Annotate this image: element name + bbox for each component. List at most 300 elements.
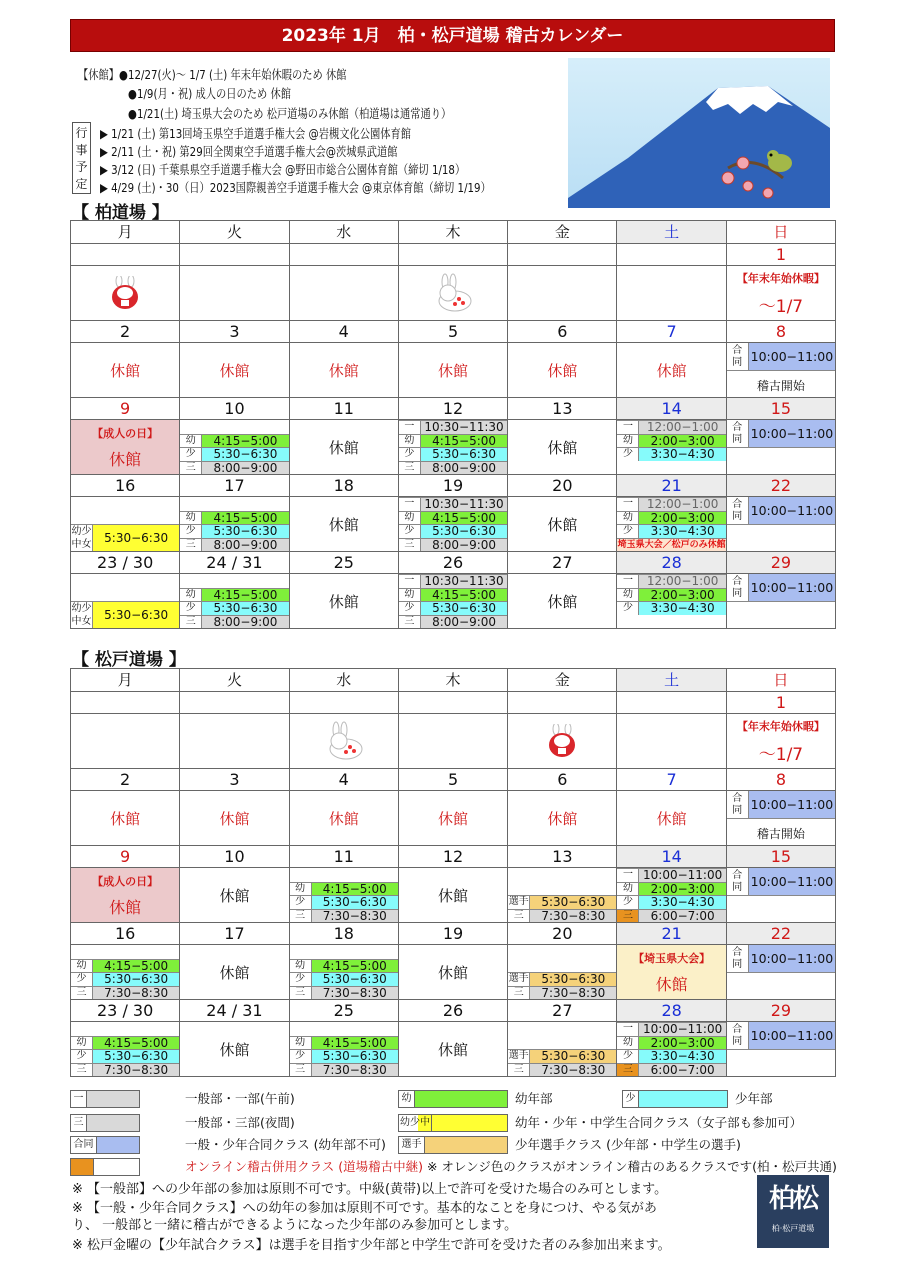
class-tag: 三 (290, 987, 312, 1000)
class-time: 4:15−5:00 (93, 1037, 179, 1050)
class-slot (180, 538, 288, 552)
date-cell (617, 244, 726, 266)
class-slot (71, 1063, 179, 1077)
class-tag: 少 (290, 1050, 312, 1063)
day-cell (617, 266, 726, 321)
day-cell (289, 945, 398, 1000)
holiday-label: 【成人の日】 (92, 426, 159, 440)
legend-label: 一般部・一部(午前) (185, 1091, 295, 1106)
class-slot (399, 574, 507, 588)
class-time: 8:00−9:00 (421, 616, 507, 629)
class-time: 7:30−8:30 (93, 1064, 179, 1077)
date-cell: 11 (289, 846, 398, 868)
day-cell (508, 868, 617, 923)
class-time: 5:30−6:30 (93, 525, 179, 551)
closed-label: 休館 (547, 438, 578, 457)
day-cell (71, 791, 180, 846)
date-cell: 7 (617, 321, 726, 343)
day-cell (398, 343, 507, 398)
date-cell: 4 (289, 321, 398, 343)
date-cell (289, 244, 398, 266)
class-time: 10:00−11:00 (749, 343, 835, 370)
class-time: 8:00−9:00 (202, 616, 288, 629)
class-tag: 幼 (290, 883, 312, 896)
class-time: 5:30−6:30 (202, 602, 288, 615)
weekday-header: 金 (508, 221, 617, 244)
class-tag: 少 (617, 448, 639, 461)
class-time: 5:30−6:30 (421, 602, 507, 615)
class-time: 6:00−7:00 (639, 910, 725, 923)
date-cell: 29 (726, 1000, 835, 1022)
date-cell: 17 (180, 475, 289, 497)
class-slot (617, 1022, 725, 1036)
class-slot (71, 972, 179, 986)
class-time: 7:30−8:30 (312, 910, 398, 923)
day-cell (617, 1022, 726, 1077)
class-slot (399, 615, 507, 629)
class-time: 7:30−8:30 (530, 987, 616, 1000)
closed-label: 休館 (438, 886, 469, 905)
class-slot (727, 1022, 835, 1050)
closed-label: 休館 (547, 809, 578, 828)
class-slot (180, 588, 288, 602)
day-cell (617, 791, 726, 846)
day-cell (508, 945, 617, 1000)
class-tag: 一 (399, 421, 421, 434)
class-tag: 三 (180, 462, 202, 475)
day-cell (398, 945, 507, 1000)
date-cell: 10 (180, 846, 289, 868)
class-tag: 幼 (399, 435, 421, 448)
class-slot (180, 447, 288, 461)
class-tag: 幼 (617, 589, 639, 602)
legend-tag: 一 (71, 1091, 87, 1107)
date-cell: 21 (617, 475, 726, 497)
class-tag: 幼 (399, 512, 421, 525)
weekday-header: 水 (289, 669, 398, 692)
class-time: 4:15−5:00 (202, 512, 288, 525)
day-cell (180, 343, 289, 398)
class-slot (727, 791, 835, 819)
class-time: 5:30−6:30 (530, 1050, 616, 1063)
class-time: 10:00−11:00 (639, 869, 725, 882)
class-time: 7:30−8:30 (530, 1064, 616, 1077)
date-cell: 20 (508, 475, 617, 497)
day-cell (398, 266, 507, 321)
day-cell (398, 497, 507, 552)
date-cell (180, 244, 289, 266)
class-slot (508, 1063, 616, 1077)
class-time: 12:00−1:00 (639, 575, 725, 588)
class-tag: 三 (290, 910, 312, 923)
legend-tag: 幼少中 (399, 1115, 432, 1131)
legend-swatch (398, 1114, 508, 1132)
day-cell (398, 420, 507, 475)
day-cell (617, 868, 726, 923)
date-cell: 24 / 31 (180, 1000, 289, 1022)
class-time: 2:00−3:00 (639, 1037, 725, 1050)
weekday-header: 月 (71, 221, 180, 244)
class-tag: 少 (180, 602, 202, 615)
class-tag: 三 (71, 987, 93, 1000)
class-time: 5:30−6:30 (202, 525, 288, 538)
weekday-header: 土 (617, 221, 726, 244)
class-slot (71, 524, 179, 551)
day-cell (71, 714, 180, 769)
day-cell (508, 791, 617, 846)
class-time: 5:30−6:30 (312, 896, 398, 909)
class-time: 3:30−4:30 (639, 896, 725, 909)
class-slot (617, 1063, 725, 1077)
event-item: ▶ 2/11 (土・祝) 第29回全関東空手道選手権大会@茨城県武道館 (100, 144, 398, 159)
legend-online-label: オンライン稽古併用クラス (道場稽古中継) (185, 1159, 423, 1174)
day-cell (508, 497, 617, 552)
legend-tag: 少 (623, 1091, 639, 1107)
class-tag: 少 (71, 1050, 93, 1063)
date-cell: 12 (398, 846, 507, 868)
class-slot (290, 909, 398, 923)
day-cell (726, 420, 835, 475)
day-cell (71, 420, 180, 475)
date-cell: 20 (508, 923, 617, 945)
class-slot (290, 972, 398, 986)
date-cell (398, 244, 507, 266)
class-slot (617, 574, 725, 588)
class-tag: 三 (180, 616, 202, 629)
note: り、 一般部と一緒に稽古ができるようになった少年部のみ参加可とします。 (72, 1218, 518, 1233)
date-cell (617, 692, 726, 714)
closed-label: 休館 (219, 361, 250, 380)
class-slot (617, 1036, 725, 1050)
closed-label: 休館 (547, 515, 578, 534)
event-item: ▶ 3/12 (日) 千葉県県空手道選手権大会 @野田市総合公園体育館（締切 1/18） (100, 162, 466, 177)
class-time: 8:00−9:00 (421, 539, 507, 552)
class-slot (727, 945, 835, 973)
closed-label: 休館 (547, 592, 578, 611)
class-slot (617, 588, 725, 602)
date-cell (508, 244, 617, 266)
date-cell: 15 (726, 846, 835, 868)
date-cell: 25 (289, 552, 398, 574)
class-slot (290, 1036, 398, 1050)
class-tag: 選手 (508, 896, 529, 907)
day-cell (398, 868, 507, 923)
class-slot (617, 497, 725, 511)
legend-swatch (70, 1114, 140, 1132)
legend-tag: 幼 (399, 1091, 415, 1107)
date-cell: 22 (726, 475, 835, 497)
date-cell: 16 (71, 923, 180, 945)
class-time: 10:00−11:00 (749, 945, 835, 972)
class-slot (508, 909, 616, 923)
day-cell (180, 266, 289, 321)
events-label: 行事予定 (72, 122, 91, 194)
class-time: 10:00−11:00 (749, 868, 835, 895)
class-tag: 幼 (617, 883, 639, 896)
class-slot (71, 1036, 179, 1050)
class-tag: 幼 (71, 1037, 93, 1050)
class-slot (617, 909, 725, 923)
closed-label: 休館 (328, 592, 359, 611)
class-tag: 少 (290, 896, 312, 909)
day-cell (398, 574, 507, 629)
day-cell (726, 343, 835, 398)
day-cell (180, 714, 289, 769)
class-tag: 一 (617, 421, 639, 434)
date-cell: 23 / 30 (71, 1000, 180, 1022)
class-slot (617, 868, 725, 882)
day-cell (726, 574, 835, 629)
dojo-logo (757, 1175, 829, 1248)
note: ※ 【一般・少年合同クラス】への幼年の参加は原則不可です。基本的なことを身につけ、やる気があ (72, 1201, 657, 1216)
class-slot (399, 434, 507, 448)
class-time: 4:15−5:00 (312, 883, 398, 896)
class-slot (617, 524, 725, 538)
class-time: 10:00−11:00 (749, 420, 835, 447)
class-tag: 合同 (727, 343, 749, 370)
day-cell (726, 868, 835, 923)
class-slot (399, 538, 507, 552)
class-time: 3:30−4:30 (639, 525, 725, 538)
date-cell: 1 (726, 692, 835, 714)
daruma-icon (110, 276, 140, 310)
class-slot (399, 447, 507, 461)
date-cell: 1 (726, 244, 835, 266)
kashiwa-section-title: 【 柏道場 】 (72, 203, 169, 223)
event-item: ▶ 4/29 (土)・30（日）2023国際親善空手道選手権大会 @東京体育館（締切 1/19） (100, 180, 491, 195)
closed-label: 休館 (219, 886, 250, 905)
day-cell (180, 574, 289, 629)
class-slot (71, 959, 179, 973)
class-slot (727, 420, 835, 448)
day-cell (71, 868, 180, 923)
class-time: 4:15−5:00 (312, 1037, 398, 1050)
class-time: 3:30−4:30 (639, 448, 725, 461)
class-slot (290, 1063, 398, 1077)
day-cell (617, 714, 726, 769)
class-tag: 合同 (727, 868, 749, 895)
weekday-header: 木 (398, 669, 507, 692)
rabbit-icon (433, 273, 473, 313)
class-time: 5:30−6:30 (530, 896, 616, 909)
date-cell: 10 (180, 398, 289, 420)
class-tag: 三 (399, 462, 421, 475)
class-time: 8:00−9:00 (202, 462, 288, 475)
closed-notice: ●1/21(土) 埼玉県大会のため 松戸道場のみ休館（柏道場は通常通り） (128, 106, 452, 121)
date-cell: 2 (71, 769, 180, 791)
class-slot (617, 601, 725, 615)
day-cell (617, 497, 726, 552)
class-tag: 三 (508, 1064, 530, 1077)
class-slot (617, 511, 725, 525)
day-cell (180, 868, 289, 923)
class-time: 5:30−6:30 (93, 602, 179, 628)
day-cell (180, 1022, 289, 1077)
day-cell (289, 714, 398, 769)
class-slot (399, 588, 507, 602)
class-note: 埼玉県大会／松戸のみ休館 (617, 539, 726, 550)
class-note: 稽古開始 (756, 827, 805, 841)
weekday-header: 火 (180, 669, 289, 692)
class-tag: 三 (71, 1064, 93, 1077)
closed-label: 休館 (110, 809, 141, 828)
class-tag: 幼 (71, 960, 93, 973)
date-cell: 6 (508, 769, 617, 791)
holiday-label: 【成人の日】 (92, 874, 159, 888)
class-time: 12:00−1:00 (639, 421, 725, 434)
legend-swatch-online (70, 1158, 140, 1176)
class-time: 7:30−8:30 (312, 1064, 398, 1077)
date-cell: 8 (726, 321, 835, 343)
date-cell: 27 (508, 552, 617, 574)
class-slot (617, 1049, 725, 1063)
date-cell: 3 (180, 769, 289, 791)
class-time: 8:00−9:00 (421, 462, 507, 475)
day-cell (508, 574, 617, 629)
class-time: 3:30−4:30 (639, 1050, 725, 1063)
day-cell (508, 1022, 617, 1077)
day-cell (71, 574, 180, 629)
day-cell (726, 497, 835, 552)
class-slot (727, 574, 835, 602)
date-cell (71, 244, 180, 266)
day-cell (508, 420, 617, 475)
class-tag: 少 (180, 525, 202, 538)
day-cell (398, 791, 507, 846)
day-cell (180, 420, 289, 475)
class-tag: 幼少中女 (71, 603, 92, 627)
closed-label: 休館 (656, 809, 687, 828)
legend-label: 幼年部 (515, 1091, 553, 1106)
closed-label: 休館 (219, 963, 250, 982)
closed-label: 休館 (328, 515, 359, 534)
day-cell (617, 420, 726, 475)
class-tag: 幼 (180, 512, 202, 525)
weekday-header: 水 (289, 221, 398, 244)
class-slot (71, 601, 179, 628)
class-time: 2:00−3:00 (639, 589, 725, 602)
class-slot (399, 524, 507, 538)
class-tag: 合同 (727, 497, 749, 524)
closed-label: 休館 (438, 1040, 469, 1059)
date-cell: 21 (617, 923, 726, 945)
class-slot (399, 420, 507, 434)
class-slot (508, 895, 616, 909)
day-cell (289, 266, 398, 321)
date-cell: 7 (617, 769, 726, 791)
day-cell (289, 1022, 398, 1077)
day-cell (726, 1022, 835, 1077)
date-cell: 16 (71, 475, 180, 497)
day-cell (726, 714, 835, 769)
class-tag: 三 (508, 987, 530, 1000)
date-cell: 14 (617, 846, 726, 868)
date-cell: 22 (726, 923, 835, 945)
rabbit-icon (324, 721, 364, 761)
class-slot (180, 524, 288, 538)
weekday-header: 月 (71, 669, 180, 692)
class-tag: 合同 (727, 574, 749, 601)
date-cell: 4 (289, 769, 398, 791)
class-slot (71, 986, 179, 1000)
class-tag: 少 (399, 448, 421, 461)
class-tag: 少 (180, 448, 202, 461)
note: ※ 松戸金曜の【少年試合クラス】は選手を目指す少年部と中学生で許可を受けた者のみ参加出来ます。 (72, 1238, 671, 1253)
class-tag: 選手 (508, 973, 529, 984)
day-cell (71, 343, 180, 398)
class-slot (290, 882, 398, 896)
class-time: 10:30−11:30 (421, 421, 507, 434)
date-cell (71, 692, 180, 714)
closed-label: 休館 (547, 361, 578, 380)
closed-label: 休館 (328, 438, 359, 457)
date-cell: 11 (289, 398, 398, 420)
closed-label: 休館 (438, 361, 469, 380)
closed-label: 休館 (109, 897, 142, 917)
closed-notice: 【休館】●12/27(火)〜 1/7 (土) 年末年始休暇のため 休館 (78, 67, 347, 82)
class-tag: 幼 (399, 589, 421, 602)
class-tag: 幼 (180, 589, 202, 602)
note: ※ 【一般部】への少年部の参加は原則不可です。中級(黄帯)以上で許可を受けた場合のみ可とします。 (72, 1182, 668, 1197)
class-tag: 三 (399, 616, 421, 629)
class-time: 5:30−6:30 (421, 448, 507, 461)
date-cell: 5 (398, 769, 507, 791)
date-cell: 23 / 30 (71, 552, 180, 574)
class-tag: 選手 (508, 1050, 529, 1061)
class-time: 10:00−11:00 (749, 574, 835, 601)
class-tag: 幼 (617, 435, 639, 448)
class-time: 10:00−11:00 (749, 791, 835, 818)
legend-swatch (398, 1136, 508, 1154)
closed-label: 休館 (438, 809, 469, 828)
class-time: 2:00−3:00 (639, 883, 725, 896)
class-time: 12:00−1:00 (639, 498, 725, 511)
date-cell: 12 (398, 398, 507, 420)
class-slot (290, 1049, 398, 1063)
mount-fuji-illustration (568, 58, 830, 208)
weekday-header: 金 (508, 669, 617, 692)
day-cell (617, 945, 726, 1000)
class-tag: 合同 (727, 420, 749, 447)
date-cell: 26 (398, 1000, 507, 1022)
class-tag: 幼 (180, 435, 202, 448)
newyear-range: 〜1/7 (758, 296, 804, 317)
date-cell: 6 (508, 321, 617, 343)
weekday-header: 日 (726, 669, 835, 692)
class-slot (399, 511, 507, 525)
day-cell (180, 497, 289, 552)
page-title: 2023年 1月 柏・松戸道場 稽古カレンダー (70, 19, 835, 52)
date-cell (180, 692, 289, 714)
day-cell (289, 497, 398, 552)
class-time: 10:00−11:00 (749, 1022, 835, 1049)
class-slot (508, 986, 616, 1000)
date-cell: 26 (398, 552, 507, 574)
class-tag: 一 (617, 498, 639, 511)
class-time: 7:30−8:30 (312, 987, 398, 1000)
newyear-range: 〜1/7 (758, 744, 804, 765)
date-cell: 28 (617, 1000, 726, 1022)
class-slot (617, 447, 725, 461)
class-time: 5:30−6:30 (93, 973, 179, 986)
class-time: 6:00−7:00 (639, 1064, 725, 1077)
class-tag: 三 (617, 910, 639, 923)
day-cell (726, 266, 835, 321)
class-tag: 三 (617, 1064, 639, 1077)
date-cell: 14 (617, 398, 726, 420)
class-tag: 一 (617, 1023, 639, 1036)
legend-online-desc: ※ オレンジ色のクラスがオンライン稽古のあるクラスです(柏・松戸共通) (426, 1159, 837, 1174)
